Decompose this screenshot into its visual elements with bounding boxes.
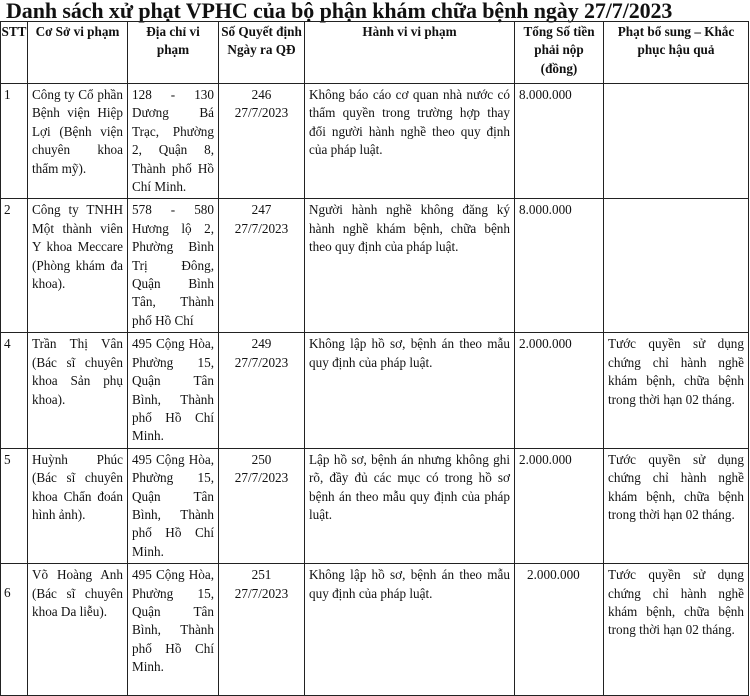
cell-violation: Không báo cáo cơ quan nhà nước có thẩm quyền trong trường hợp thay đổi người hành nghề theo quy định của pháp luật. xyxy=(305,84,515,199)
cell-extra: Tước quyền sử dụng chứng chỉ hành nghề khám bệnh, chữa bệnh trong thời hạn 02 tháng. xyxy=(604,333,749,448)
cell-violation: Lập hồ sơ, bệnh án nhưng không ghi rõ, đầy đủ các mục có trong hồ sơ bệnh án theo mẫu quy định của pháp luật. xyxy=(305,448,515,563)
cell-amount: 2.000.000 xyxy=(515,564,604,696)
cell-facility: Võ Hoàng Anh (Bác sĩ chuyên khoa Da liễu). xyxy=(28,564,128,696)
cell-extra xyxy=(604,84,749,199)
cell-address: 495 Cộng Hòa, Phường 15, Quận Tân Bình, Thành phố Hồ Chí Minh. xyxy=(128,448,219,563)
decision-number: 247 xyxy=(251,202,272,218)
cell-violation: Không lập hồ sơ, bệnh án theo mẫu quy định của pháp luật. xyxy=(305,333,515,448)
stt-value: 6 xyxy=(4,585,11,601)
cell-violation: Người hành nghề không đăng ký hành nghề khám bệnh, chữa bệnh theo quy định của pháp luật. xyxy=(305,199,515,333)
cell-facility: Huỳnh Phúc (Bác sĩ chuyên khoa Chẩn đoán hình ảnh). xyxy=(28,448,128,563)
cell-stt: 4 xyxy=(1,333,28,448)
cell-amount: 2.000.000 xyxy=(515,333,604,448)
header-stt: STT xyxy=(1,22,28,84)
table-row xyxy=(1,333,749,448)
cell-extra xyxy=(604,199,749,333)
decision-date: 27/7/2023 xyxy=(234,105,289,121)
cell-facility: Công ty Cổ phần Bệnh viện Hiệp Lợi (Bệnh viện chuyên khoa thẩm mỹ). xyxy=(28,84,128,199)
header-amount: Tổng Số tiền phải nộp (đồng) xyxy=(515,22,604,84)
cell-extra: Tước quyền sử dụng chứng chỉ hành nghề khám bệnh, chữa bệnh trong thời hạn 02 tháng. xyxy=(604,448,749,563)
decision-date: 27/7/2023 xyxy=(234,220,289,236)
cell-stt: 1 xyxy=(1,84,28,199)
cell-address: 128 - 130 Dương Bá Trạc, Phường 2, Quận 8, Thành phố Hồ Chí Minh. xyxy=(128,84,219,199)
header-decision: Số Quyết định Ngày ra QĐ xyxy=(219,22,305,84)
cell-stt: 2 xyxy=(1,199,28,333)
cell-decision xyxy=(219,84,305,199)
cell-decision xyxy=(219,333,305,448)
header-violation: Hành vi vi phạm xyxy=(305,22,515,84)
document-title: Danh sách xử phạt VPHC của bộ phận khám chữa bệnh ngày 27/7/2023 xyxy=(6,0,673,23)
header-facility: Cơ Sở vi phạm xyxy=(28,22,128,84)
decision-number: 246 xyxy=(251,87,272,102)
decision-number: 251 xyxy=(251,567,272,583)
cell-facility: Trần Thị Vân (Bác sĩ chuyên khoa Sản phụ khoa). xyxy=(28,333,128,448)
decision-date: 27/7/2023 xyxy=(234,470,289,486)
decision-number: 249 xyxy=(251,336,272,352)
cell-address: 495 Cộng Hòa, Phường 15, Quận Tân Bình, Thành phố Hồ Chí Minh. xyxy=(128,333,219,448)
header-address: Địa chỉ vi phạm xyxy=(128,22,219,84)
decision-date: 27/7/2023 xyxy=(234,585,289,601)
cell-address: 495 Cộng Hòa, Phường 15, Quận Tân Bình, Thành phố Hồ Chí Minh. xyxy=(128,564,219,696)
cell-amount: 2.000.000 xyxy=(515,448,604,563)
table-row xyxy=(1,448,749,563)
violations-table xyxy=(0,21,749,696)
table-row xyxy=(1,564,749,696)
cell-violation: Không lập hồ sơ, bệnh án theo mẫu quy định của pháp luật. xyxy=(305,564,515,696)
decision-date: 27/7/2023 xyxy=(234,354,289,370)
cell-amount: 8.000.000 xyxy=(515,199,604,333)
cell-stt: 5 xyxy=(1,448,28,563)
header-row xyxy=(1,22,749,84)
cell-decision xyxy=(219,199,305,333)
cell-address: 578 - 580 Hương lộ 2, Phường Bình Trị Đông, Quận Bình Tân, Thành phố Hồ Chí xyxy=(128,199,219,333)
cell-stt xyxy=(1,564,28,696)
cell-decision xyxy=(219,564,305,696)
cell-facility: Công ty TNHH Một thành viên Y khoa Meccare (Phòng khám đa khoa). xyxy=(28,199,128,333)
cell-extra: Tước quyền sử dụng chứng chỉ hành nghề khám bệnh, chữa bệnh trong thời hạn 02 tháng. xyxy=(604,564,749,696)
cell-decision xyxy=(219,448,305,563)
header-extra: Phạt bổ sung – Khắc phục hậu quả xyxy=(604,22,749,84)
table-row xyxy=(1,84,749,199)
decision-number: 250 xyxy=(251,451,272,467)
cell-amount: 8.000.000 xyxy=(515,84,604,199)
table-row xyxy=(1,199,749,333)
